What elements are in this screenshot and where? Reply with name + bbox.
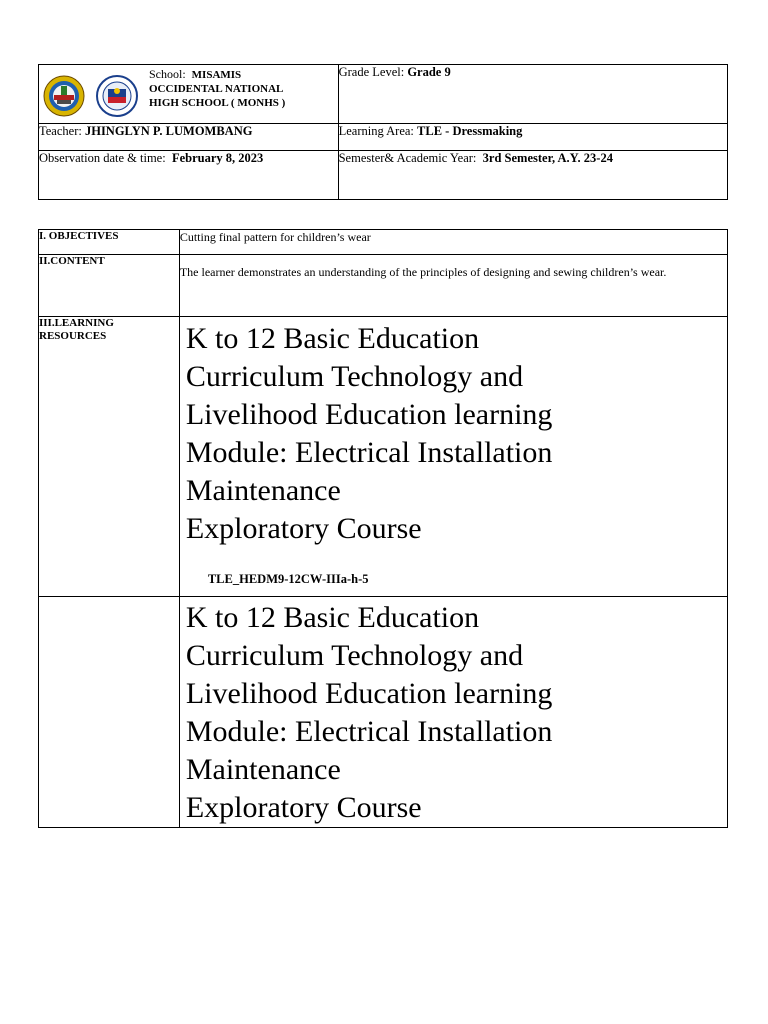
objectives-row <box>39 230 728 255</box>
resources-repeat-row <box>39 597 728 828</box>
learning-area-value: TLE - Dressmaking <box>417 124 523 138</box>
resources-label <box>39 317 180 597</box>
teacher-cell <box>39 124 339 151</box>
observation-cell <box>39 151 339 200</box>
school-cell <box>39 65 339 124</box>
learning-area-cell <box>338 124 727 151</box>
teacher-label: Teacher: <box>39 124 82 138</box>
semester-label: Semester& Academic Year: <box>338 151 477 165</box>
school-info <box>149 67 285 110</box>
grade-cell <box>338 65 727 124</box>
lesson-table <box>38 229 728 828</box>
resources-line: Exploratory Course <box>185 512 422 545</box>
curriculum-code: TLE_HEDM9-12CW-IIIa-h-5 <box>207 572 369 586</box>
grade-value: Grade 9 <box>407 65 451 79</box>
learning-area-label: Learning Area: <box>338 124 414 138</box>
resources-value <box>179 317 727 597</box>
repeat-line: Module: Electrical Installation <box>185 715 553 748</box>
objectives-value: Cutting final pattern for children’s wear <box>179 230 727 255</box>
resources-line: Livelihood Education learning <box>185 398 553 431</box>
grade-label: Grade Level: <box>338 65 405 79</box>
repeat-line: Exploratory Course <box>185 791 422 824</box>
resources-line: Module: Electrical Installation <box>185 436 553 469</box>
resources-label-line1: III.LEARNING <box>39 317 114 329</box>
observation-value: February 8, 2023 <box>171 151 264 165</box>
deped-seal-icon <box>96 75 138 117</box>
content-label: II.CONTENT <box>39 255 180 317</box>
resources-line: Maintenance <box>185 474 341 507</box>
semester-cell <box>338 151 727 200</box>
school-seal-icon <box>43 75 85 117</box>
teacher-value: JHINGLYN P. LUMOMBANG <box>84 124 253 138</box>
resources-label-line2: RESOURCES <box>39 330 107 342</box>
resources-row <box>39 317 728 597</box>
repeat-line: Maintenance <box>185 753 341 786</box>
school-label: School: <box>149 67 186 81</box>
header-table <box>38 64 728 200</box>
school-name-line3: HIGH SCHOOL ( MONHS ) <box>149 97 286 109</box>
semester-value: 3rd Semester, A.Y. 23-24 <box>482 151 613 165</box>
resources-line: Curriculum Technology and <box>185 360 524 393</box>
school-name-line1: MISAMIS <box>191 69 242 81</box>
content-row <box>39 255 728 317</box>
observation-label: Observation date & time: <box>39 151 166 165</box>
school-name-line2: OCCIDENTAL NATIONAL <box>149 83 284 95</box>
repeat-line: Curriculum Technology and <box>185 639 524 672</box>
repeat-line: Livelihood Education learning <box>185 677 553 710</box>
objectives-label: I. OBJECTIVES <box>39 230 180 255</box>
resources-line: K to 12 Basic Education <box>185 322 480 355</box>
content-value: The learner demonstrates an understanding of the principles of designing and sewing children’s wear. <box>179 255 727 317</box>
resources-repeat-value <box>179 597 727 828</box>
empty-label-cell <box>39 597 180 828</box>
repeat-line: K to 12 Basic Education <box>185 601 480 634</box>
